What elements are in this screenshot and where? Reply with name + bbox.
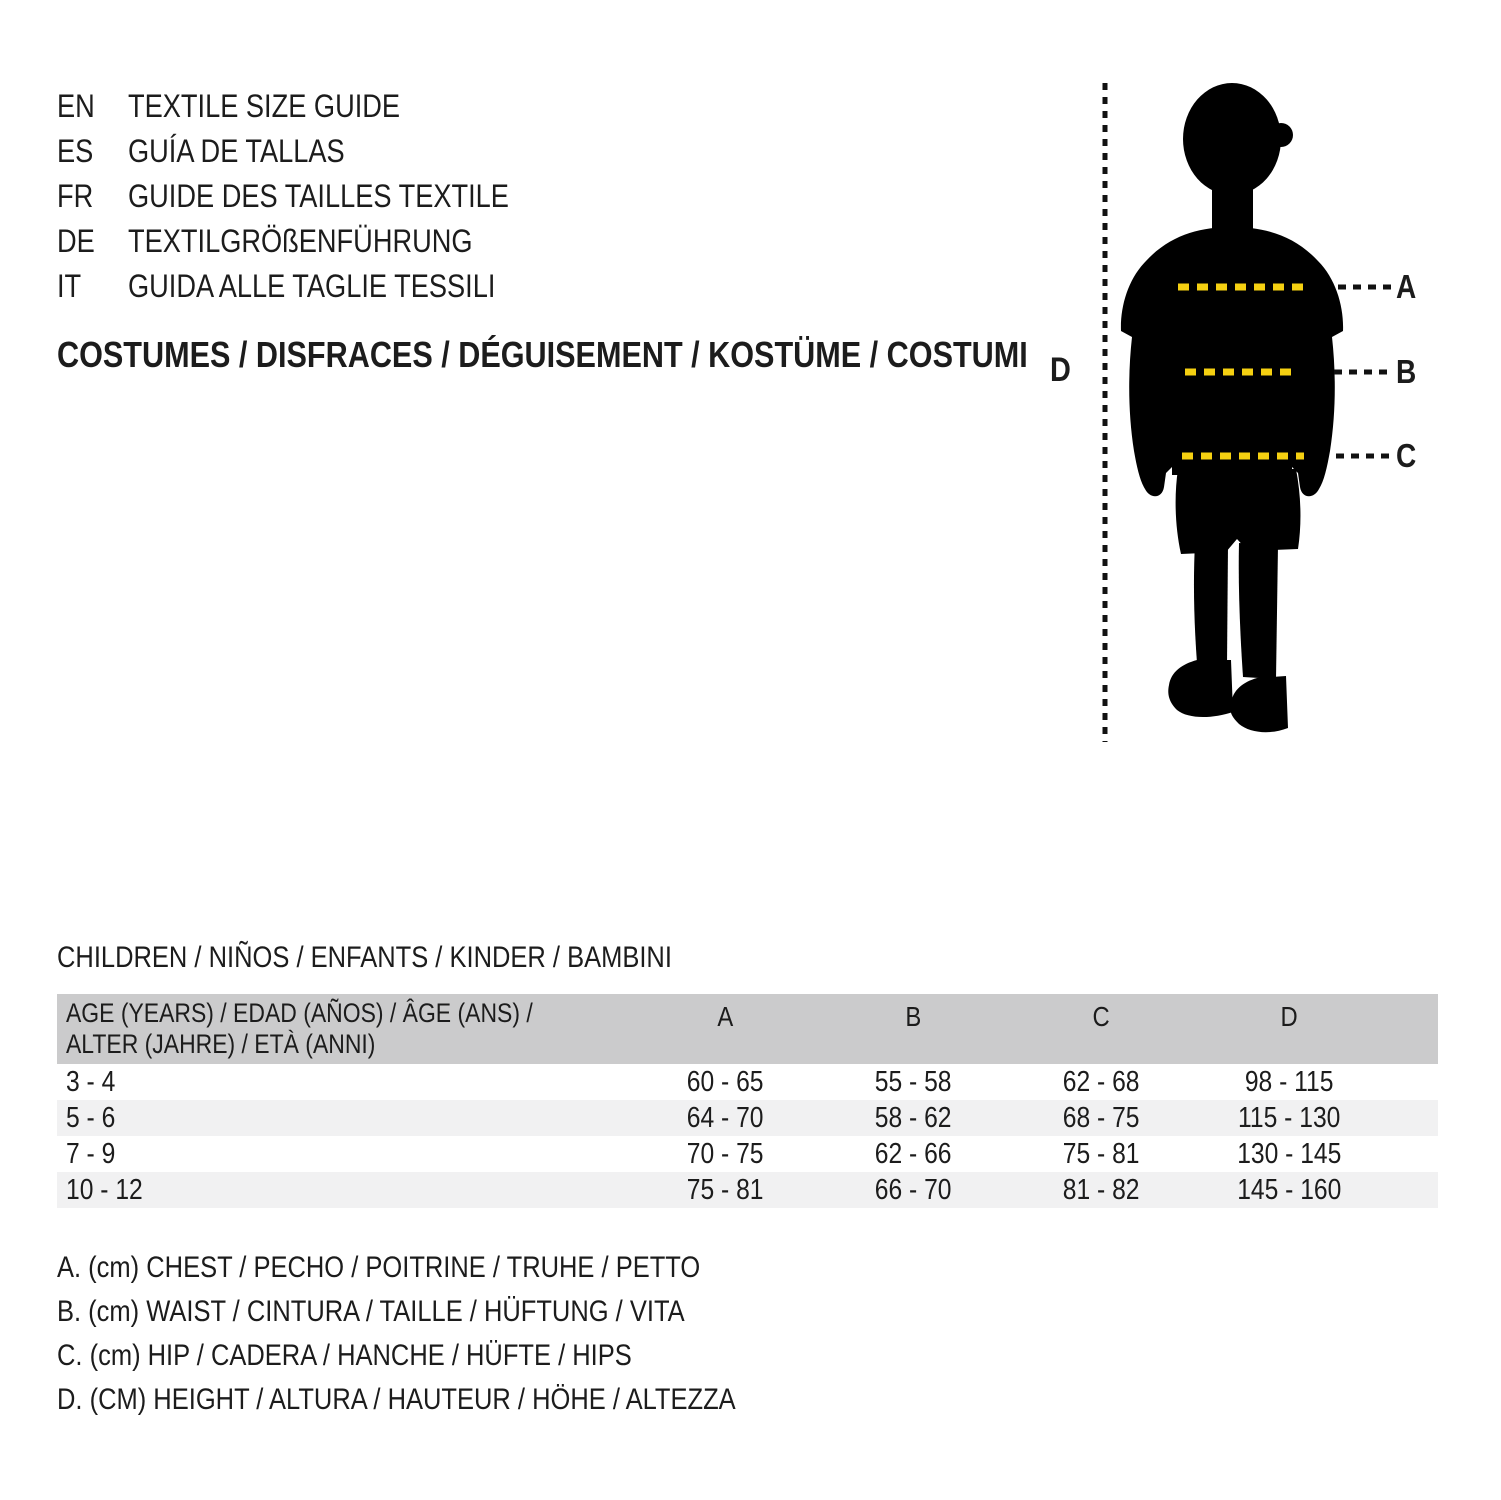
- lang-row-it: [57, 264, 576, 309]
- lang-label-fr: GUIDE DES TAILLES TEXTILE: [128, 178, 509, 214]
- lang-label-de: TEXTILGRÖßENFÜHRUNG: [128, 223, 473, 259]
- header-col-b: B: [905, 1001, 921, 1032]
- header-col-c: C: [1092, 1001, 1110, 1032]
- legend-hip: C. (cm) HIP / CADERA / HANCHE / HÜFTE / HIPS: [57, 1339, 632, 1372]
- lang-code-fr: FR: [57, 178, 94, 214]
- cell-chest: 64 - 70: [686, 1101, 764, 1134]
- cell-hip: 62 - 68: [1062, 1065, 1140, 1098]
- child-silhouette: [1121, 83, 1343, 732]
- cell-waist: 66 - 70: [874, 1173, 952, 1206]
- cell-height: 145 - 160: [1236, 1173, 1342, 1206]
- measure-label-d: D: [1050, 351, 1071, 389]
- cell-age: 5 - 6: [66, 1101, 116, 1134]
- header-age: AGE (YEARS) / EDAD (AÑOS) / ÂGE (ANS) / ALTER (JAHRE) / ETÀ (ANNI): [66, 998, 533, 1059]
- cell-hip: 81 - 82: [1062, 1173, 1140, 1206]
- lang-code-en: EN: [57, 88, 95, 124]
- language-guide-block: [57, 84, 576, 309]
- cell-chest: 70 - 75: [686, 1137, 764, 1170]
- lang-label-it: GUIDA ALLE TAGLIE TESSILI: [128, 268, 496, 304]
- legend-chest: A. (cm) CHEST / PECHO / POITRINE / TRUHE / PETTO: [57, 1251, 701, 1284]
- table-row: [57, 1100, 1438, 1136]
- lang-row-fr: [57, 174, 576, 219]
- lang-label-en: TEXTILE SIZE GUIDE: [128, 88, 401, 124]
- cell-age: 3 - 4: [66, 1065, 116, 1098]
- measure-label-c: C: [1396, 437, 1417, 474]
- lang-label-es: GUÍA DE TALLAS: [128, 133, 345, 169]
- table-header-row: [57, 994, 1438, 1064]
- table-row: [57, 1172, 1438, 1208]
- cell-age: 7 - 9: [66, 1137, 116, 1170]
- lang-row-en: [57, 84, 576, 129]
- lang-code-es: ES: [57, 133, 94, 169]
- size-figure: [1100, 83, 1420, 743]
- cell-height: 115 - 130: [1237, 1101, 1341, 1134]
- table-row: [57, 1136, 1438, 1172]
- category-title: COSTUMES / DISFRACES / DÉGUISEMENT / KOSTÜME / COSTUMI: [57, 334, 1028, 375]
- cell-waist: 55 - 58: [874, 1065, 952, 1098]
- header-col-a: A: [717, 1001, 733, 1032]
- child-silhouette-svg: [1100, 83, 1420, 743]
- lang-code-it: IT: [57, 268, 82, 304]
- cell-hip: 68 - 75: [1062, 1101, 1140, 1134]
- lang-row-de: [57, 219, 576, 264]
- legend-waist: B. (cm) WAIST / CINTURA / TAILLE / HÜFTUNG / VITA: [57, 1295, 685, 1328]
- cell-hip: 75 - 81: [1062, 1137, 1140, 1170]
- cell-chest: 60 - 65: [686, 1065, 764, 1098]
- lang-code-de: DE: [57, 223, 95, 259]
- cell-chest: 75 - 81: [686, 1173, 764, 1206]
- measurement-legend: [57, 1246, 855, 1422]
- cell-height: 98 - 115: [1244, 1065, 1334, 1098]
- header-col-d: D: [1280, 1001, 1298, 1032]
- cell-age: 10 - 12: [66, 1173, 143, 1206]
- cell-waist: 62 - 66: [874, 1137, 952, 1170]
- legend-height: D. (CM) HEIGHT / ALTURA / HAUTEUR / HÖHE / ALTEZZA: [57, 1383, 736, 1416]
- measure-label-a: A: [1396, 268, 1417, 305]
- size-table: [57, 994, 1438, 1208]
- section-title-children: CHILDREN / NIÑOS / ENFANTS / KINDER / BAMBINI: [57, 941, 672, 974]
- cell-waist: 58 - 62: [874, 1101, 952, 1134]
- table-row: [57, 1064, 1438, 1100]
- measure-label-b: B: [1396, 353, 1417, 390]
- lang-row-es: [57, 129, 576, 174]
- cell-height: 130 - 145: [1236, 1137, 1342, 1170]
